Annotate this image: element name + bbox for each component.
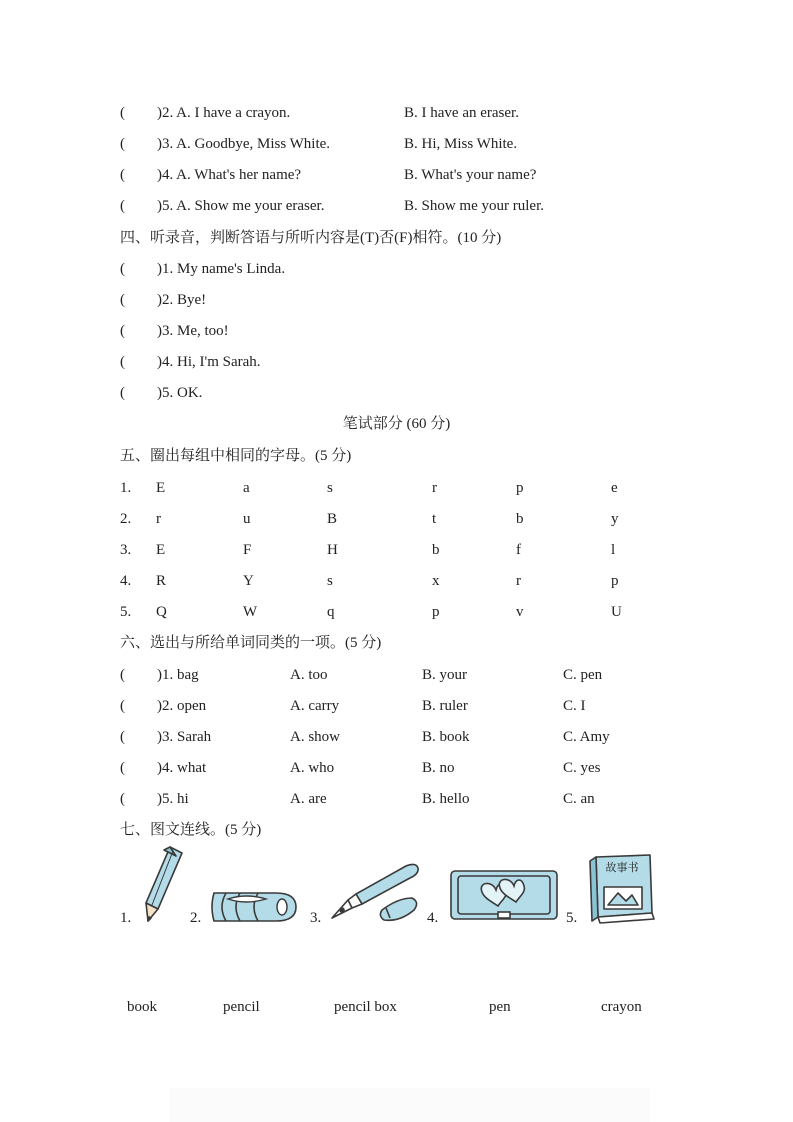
- answer-paren: (: [120, 292, 125, 308]
- question-option-b: B. Hi, Miss White.: [404, 136, 518, 152]
- answer-paren: (: [120, 760, 125, 776]
- letter: W: [243, 604, 258, 620]
- word-option: book: [127, 999, 157, 1015]
- letter: f: [516, 542, 521, 558]
- list-item: )2. Bye!: [157, 292, 207, 308]
- picture-number: 5.: [566, 910, 578, 926]
- option-b: B. no: [422, 760, 455, 776]
- word-option: pencil box: [334, 999, 397, 1015]
- answer-paren: (: [120, 729, 125, 745]
- option-a: A. show: [290, 729, 341, 745]
- given-word: )5. hi: [157, 791, 189, 807]
- answer-paren: (: [120, 791, 125, 807]
- pen-icon: [326, 858, 422, 926]
- letter: p: [611, 573, 619, 589]
- letter: x: [432, 573, 440, 589]
- letter: p: [432, 604, 440, 620]
- row-number: 5.: [120, 604, 132, 620]
- row-number: 3.: [120, 542, 132, 558]
- letter: Y: [243, 573, 254, 589]
- section-title: 五、圈出每组中相同的字母。(5 分): [120, 448, 352, 464]
- answer-paren: (: [120, 198, 125, 214]
- letter: v: [516, 604, 524, 620]
- answer-paren: (: [120, 167, 125, 183]
- row-number: 4.: [120, 573, 132, 589]
- question-option-b: B. What's your name?: [404, 167, 537, 183]
- question-option-b: B. Show me your ruler.: [404, 198, 544, 214]
- answer-paren: (: [120, 354, 125, 370]
- question-option-b: B. I have an eraser.: [404, 105, 519, 121]
- letter: U: [611, 604, 622, 620]
- letter: F: [243, 542, 252, 558]
- list-item: )4. Hi, I'm Sarah.: [157, 354, 261, 370]
- option-c: C. I: [563, 698, 586, 714]
- letter: r: [432, 480, 437, 496]
- question-option-a: )5. A. Show me your eraser.: [157, 198, 325, 214]
- given-word: )2. open: [157, 698, 207, 714]
- page-footer-band: [170, 1088, 650, 1122]
- answer-paren: (: [120, 136, 125, 152]
- letter: R: [156, 573, 167, 589]
- letter: b: [516, 511, 524, 527]
- letter: l: [611, 542, 616, 558]
- crayon-icon: [206, 889, 300, 925]
- letter: p: [516, 480, 524, 496]
- word-option: pen: [489, 999, 511, 1015]
- letter: b: [432, 542, 440, 558]
- option-c: C. yes: [563, 760, 601, 776]
- letter: r: [516, 573, 521, 589]
- section-title: 七、图文连线。(5 分): [120, 822, 262, 838]
- row-number: 1.: [120, 480, 132, 496]
- picture-number: 3.: [310, 910, 322, 926]
- answer-paren: (: [120, 105, 125, 121]
- picture-number: 2.: [190, 910, 202, 926]
- section-title: 四、听录音，判断答语与所听内容是(T)否(F)相符。(10 分): [120, 230, 502, 246]
- pencil-box-icon: [448, 868, 560, 924]
- list-item: )3. Me, too!: [157, 323, 229, 339]
- letter: q: [327, 604, 335, 620]
- letter: B: [327, 511, 338, 527]
- given-word: )4. what: [157, 760, 207, 776]
- word-option: pencil: [223, 999, 260, 1015]
- list-item: )5. OK.: [157, 385, 203, 401]
- option-b: B. hello: [422, 791, 470, 807]
- option-b: B. your: [422, 667, 467, 683]
- option-a: A. are: [290, 791, 327, 807]
- written-part-heading: 笔试部分 (60 分): [342, 416, 451, 432]
- list-item: )1. My name's Linda.: [157, 261, 286, 277]
- letter: Q: [156, 604, 167, 620]
- letter: t: [432, 511, 437, 527]
- question-option-a: )3. A. Goodbye, Miss White.: [157, 136, 331, 152]
- letter: H: [327, 542, 338, 558]
- row-number: 2.: [120, 511, 132, 527]
- answer-paren: (: [120, 385, 125, 401]
- pencil-icon: [140, 843, 192, 923]
- option-a: A. who: [290, 760, 335, 776]
- letter: s: [327, 480, 333, 496]
- given-word: )1. bag: [157, 667, 199, 683]
- letter: r: [156, 511, 161, 527]
- option-b: B. ruler: [422, 698, 468, 714]
- letter: y: [611, 511, 619, 527]
- letter: E: [156, 542, 166, 558]
- book-cover-text: 故事书: [605, 861, 639, 874]
- option-a: A. too: [290, 667, 328, 683]
- answer-paren: (: [120, 261, 125, 277]
- question-option-a: )2. A. I have a crayon.: [157, 105, 291, 121]
- picture-number: 4.: [427, 910, 439, 926]
- letter: a: [243, 480, 250, 496]
- book-icon: [586, 851, 658, 927]
- letter: u: [243, 511, 251, 527]
- picture-number: 1.: [120, 910, 132, 926]
- word-option: crayon: [601, 999, 642, 1015]
- letter: e: [611, 480, 618, 496]
- option-c: C. Amy: [563, 729, 610, 745]
- option-a: A. carry: [290, 698, 340, 714]
- answer-paren: (: [120, 667, 125, 683]
- option-b: B. book: [422, 729, 470, 745]
- section-title: 六、选出与所给单词同类的一项。(5 分): [120, 635, 382, 651]
- option-c: C. pen: [563, 667, 603, 683]
- answer-paren: (: [120, 698, 125, 714]
- letter: s: [327, 573, 333, 589]
- option-c: C. an: [563, 791, 595, 807]
- letter: E: [156, 480, 166, 496]
- question-option-a: )4. A. What's her name?: [157, 167, 302, 183]
- answer-paren: (: [120, 323, 125, 339]
- given-word: )3. Sarah: [157, 729, 212, 745]
